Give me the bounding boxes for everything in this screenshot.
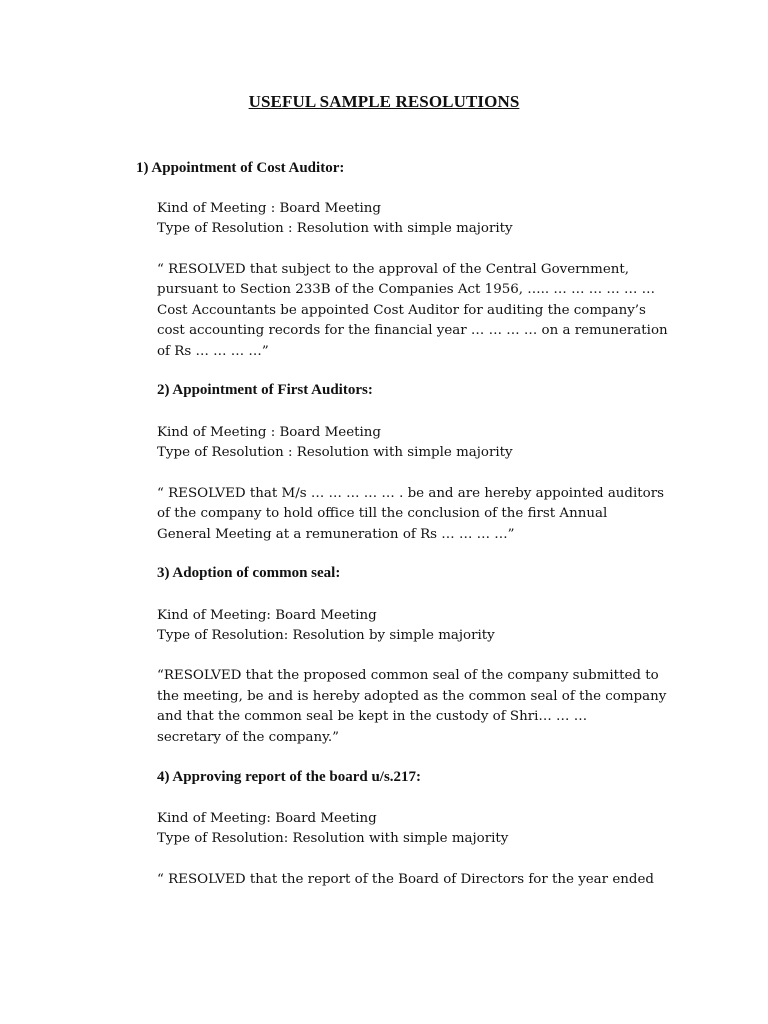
section-resolution-type: Type of Resolution : Resolution with simple majority bbox=[157, 221, 513, 236]
section-heading-common-seal: 3) Adoption of common seal: bbox=[157, 565, 341, 581]
section-resolution-type: Type of Resolution: Resolution with simple majority bbox=[157, 831, 509, 846]
section-heading-cost-auditor: 1) Appointment of Cost Auditor: bbox=[136, 160, 345, 176]
resolution-text-line: and that the common seal be kept in the custody of Shri… … … bbox=[157, 709, 588, 724]
resolution-text-line: Cost Accountants be appointed Cost Auditor for auditing the company’s bbox=[157, 303, 646, 318]
section-heading-board-report: 4) Approving report of the board u/s.217: bbox=[157, 769, 422, 785]
section-meeting-kind: Kind of Meeting: Board Meeting bbox=[157, 811, 377, 826]
resolution-text-line: “ RESOLVED that the report of the Board of Directors for the year ended bbox=[157, 872, 654, 887]
resolution-text-line: General Meeting at a remuneration of Rs … … … …” bbox=[157, 527, 515, 542]
resolution-text-line: “RESOLVED that the proposed common seal of the company submitted to bbox=[157, 668, 659, 683]
resolution-text-line: of the company to hold office till the conclusion of the first Annual bbox=[157, 506, 608, 521]
section-meeting-kind: Kind of Meeting : Board Meeting bbox=[157, 201, 381, 216]
resolution-text-line: the meeting, be and is hereby adopted as the common seal of the company bbox=[157, 689, 667, 704]
section-meeting-kind: Kind of Meeting: Board Meeting bbox=[157, 608, 377, 623]
section-resolution-type: Type of Resolution: Resolution by simple majority bbox=[157, 628, 495, 643]
resolution-text-line: cost accounting records for the financial year … … … … on a remuneration bbox=[157, 323, 668, 338]
section-meeting-kind: Kind of Meeting : Board Meeting bbox=[157, 425, 381, 440]
resolution-text-line: “ RESOLVED that M/s … … … … … . be and are hereby appointed auditors bbox=[157, 486, 665, 501]
document-title: USEFUL SAMPLE RESOLUTIONS bbox=[248, 92, 520, 111]
resolution-text-line: “ RESOLVED that subject to the approval of the Central Government, bbox=[157, 262, 630, 277]
section-heading-first-auditors: 2) Appointment of First Auditors: bbox=[157, 382, 373, 398]
resolution-text-line: secretary of the company.” bbox=[157, 730, 339, 745]
resolution-text-line: pursuant to Section 233B of the Companies Act 1956, ….. … … … … … … bbox=[157, 282, 656, 297]
section-resolution-type: Type of Resolution : Resolution with simple majority bbox=[157, 445, 513, 460]
resolution-text-line: of Rs … … … …” bbox=[157, 344, 269, 359]
